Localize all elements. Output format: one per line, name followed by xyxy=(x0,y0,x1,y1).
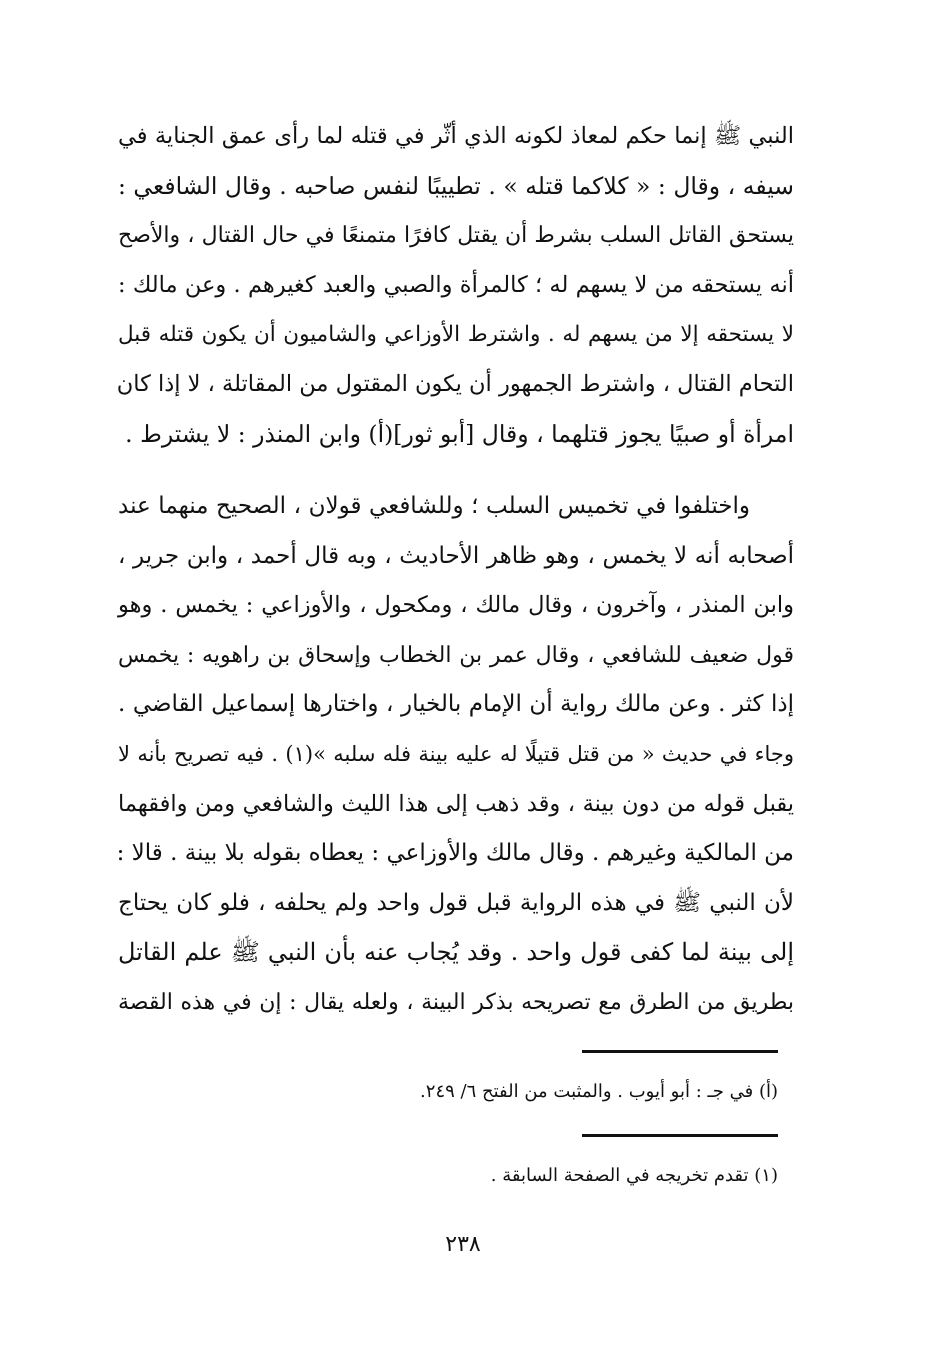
text-line: سيفه ، وقال : « كلاكما قتله » . تطييبًا لنفس صاحبه . وقال الشافعي : xyxy=(118,171,794,200)
footnote-1: (١) تقدم تخريجه في الصفحة السابقة . xyxy=(490,1165,778,1186)
text-line: لا يستحقه إلا من يسهم له . واشترط الأوزاعي والشاميون أن يكون قتله قبل xyxy=(118,322,794,348)
page-number: ٢٣٨ xyxy=(445,1232,481,1257)
paragraph-1 xyxy=(118,112,794,459)
text-line: قول ضعيف للشافعي ، وقال عمر بن الخطاب وإسحاق بن راهويه : يخمس xyxy=(118,642,794,668)
text-line: أنه يستحقه من لا يسهم له ؛ كالمرأة والصبي والعبد كغيرهم . وعن مالك : xyxy=(118,271,794,298)
text-line: التحام القتال ، واشترط الجمهور أن يكون المقتول من المقاتلة ، لا إذا كان xyxy=(116,370,794,397)
footnote-separator xyxy=(582,1134,778,1137)
text-line: إذا كثر . وعن مالك رواية أن الإمام بالخيار ، واختارها إسماعيل القاضي . xyxy=(118,691,794,718)
footnote-separator xyxy=(582,1050,778,1053)
text-line: أصحابه أنه لا يخمس ، وهو ظاهر الأحاديث ، وبه قال أحمد ، وابن جرير ، xyxy=(118,542,794,569)
footnote-a: (أ) في جـ : أبو أيوب . والمثبت من الفتح ٦/ ٢٤٩. xyxy=(420,1081,778,1102)
text-line: وابن المنذر ، وآخرون ، وقال مالك ، ومكحول ، والأوزاعي : يخمس . وهو xyxy=(118,592,794,619)
text-line: لأن النبي ﷺ في هذه الرواية قبل قول واحد ولم يحلفه ، فلو كان يحتاج xyxy=(118,889,794,916)
text-line: يقبل قوله من دون بينة ، وقد ذهب إلى هذا الليث والشافعي ومن وافقهما xyxy=(118,790,794,817)
text-line: النبي ﷺ إنما حكم لمعاذ لكونه الذي أثّر في قتله لما رأى عمق الجناية في xyxy=(118,123,794,149)
text-line: بطريق من الطرق مع تصريحه بذكر البينة ، ولعله يقال : إن في هذه القصة xyxy=(118,989,794,1015)
text-line: واختلفوا في تخميس السلب ؛ وللشافعي قولان ، الصحيح منهما عند xyxy=(118,493,750,519)
text-line: من المالكية وغيرهم . وقال مالك والأوزاعي : يعطاه بقوله بلا بينة . قالا : xyxy=(116,840,794,867)
text-line: امرأة أو صبيًا يجوز قتلهما ، وقال [أبو ثور](أ) وابن المنذر : لا يشترط . xyxy=(125,419,794,448)
text-line: إلى بينة لما كفى قول واحد . وقد يُجاب عنه بأن النبي ﷺ علم القاتل xyxy=(118,938,794,967)
text-line: يستحق القاتل السلب بشرط أن يقتل كافرًا متمنعًا في حال القتال ، والأصح xyxy=(118,223,794,249)
text-line: وجاء في حديث « من قتل قتيلًا له عليه بينة فله سلبه »(١) . فيه تصريح بأنه لا xyxy=(118,741,795,766)
paragraph-2 xyxy=(118,482,794,1028)
